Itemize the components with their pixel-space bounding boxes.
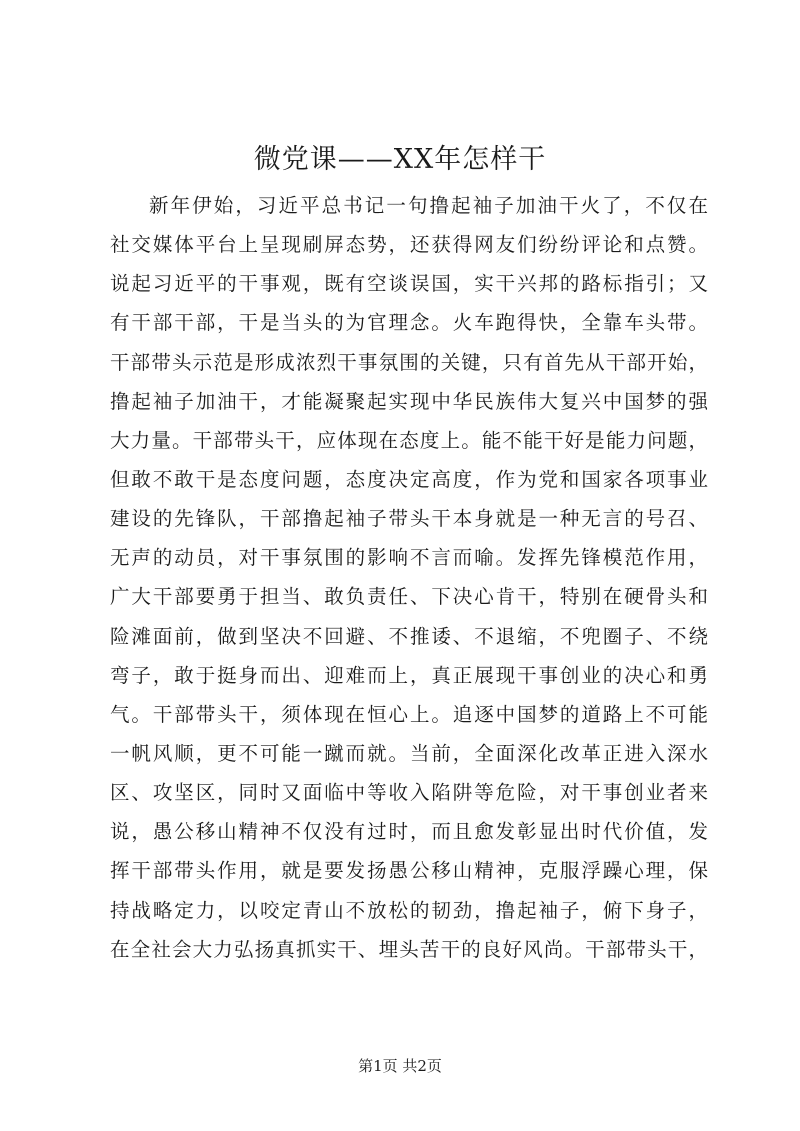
body-line: 气。干部带头干，须体现在恒心上。追逐中国梦的道路上不可能 xyxy=(110,702,708,726)
body-line: 有干部干部，干是当头的为官理念。火车跑得快，全靠车头带。 xyxy=(110,311,708,335)
body-line: 说，愚公移山精神不仅没有过时，而且愈发彰显出时代价值，发 xyxy=(110,820,708,844)
body-line: 干部带头示范是形成浓烈干事氛围的关键，只有首先从干部开始， xyxy=(110,350,708,374)
body-line: 持战略定力，以咬定青山不放松的韧劲，撸起袖子，俯下身子， xyxy=(110,898,708,922)
body-line: 无声的动员，对干事氛围的影响不言而喻。发挥先锋模范作用， xyxy=(110,546,708,570)
body-line: 撸起袖子加油干，才能凝聚起实现中华民族伟大复兴中国梦的强 xyxy=(110,389,708,413)
body-line: 一帆风顺，更不可能一蹴而就。当前，全面深化改革正进入深水 xyxy=(110,741,708,765)
body-line: 在全社会大力弘扬真抓实干、埋头苦干的良好风尚。干部带头干， xyxy=(110,937,708,961)
body-line: 社交媒体平台上呈现刷屏态势，还获得网友们纷纷评论和点赞。 xyxy=(110,233,708,257)
body-line: 弯子，敢于挺身而出、迎难而上，真正展现干事创业的决心和勇 xyxy=(110,663,708,687)
document-body xyxy=(110,186,708,969)
body-line: 建设的先锋队，干部撸起袖子带头干本身就是一种无言的号召、 xyxy=(110,507,708,531)
body-line: 广大干部要勇于担当、敢负责任、下决心肯干，特别在硬骨头和 xyxy=(110,585,708,609)
body-line: 但敢不敢干是态度问题，态度决定高度，作为党和国家各项事业 xyxy=(110,467,708,491)
body-line: 险滩面前，做到坚决不回避、不推诿、不退缩，不兜圈子、不绕 xyxy=(110,624,708,648)
page-footer: 第1页 共2页 xyxy=(358,1057,442,1075)
body-line: 大力量。干部带头干，应体现在态度上。能不能干好是能力问题， xyxy=(110,428,708,452)
body-line: 挥干部带头作用，就是要发扬愚公移山精神，克服浮躁心理，保 xyxy=(110,859,708,883)
document-title: 微党课——XX年怎样干 xyxy=(253,144,547,175)
body-line: 说起习近平的干事观，既有空谈误国，实干兴邦的路标指引；又 xyxy=(110,272,708,296)
body-line: 新年伊始，习近平总书记一句撸起袖子加油干火了，不仅在 xyxy=(149,194,708,217)
body-line: 区、攻坚区，同时又面临中等收入陷阱等危险，对干事创业者来 xyxy=(110,781,708,805)
